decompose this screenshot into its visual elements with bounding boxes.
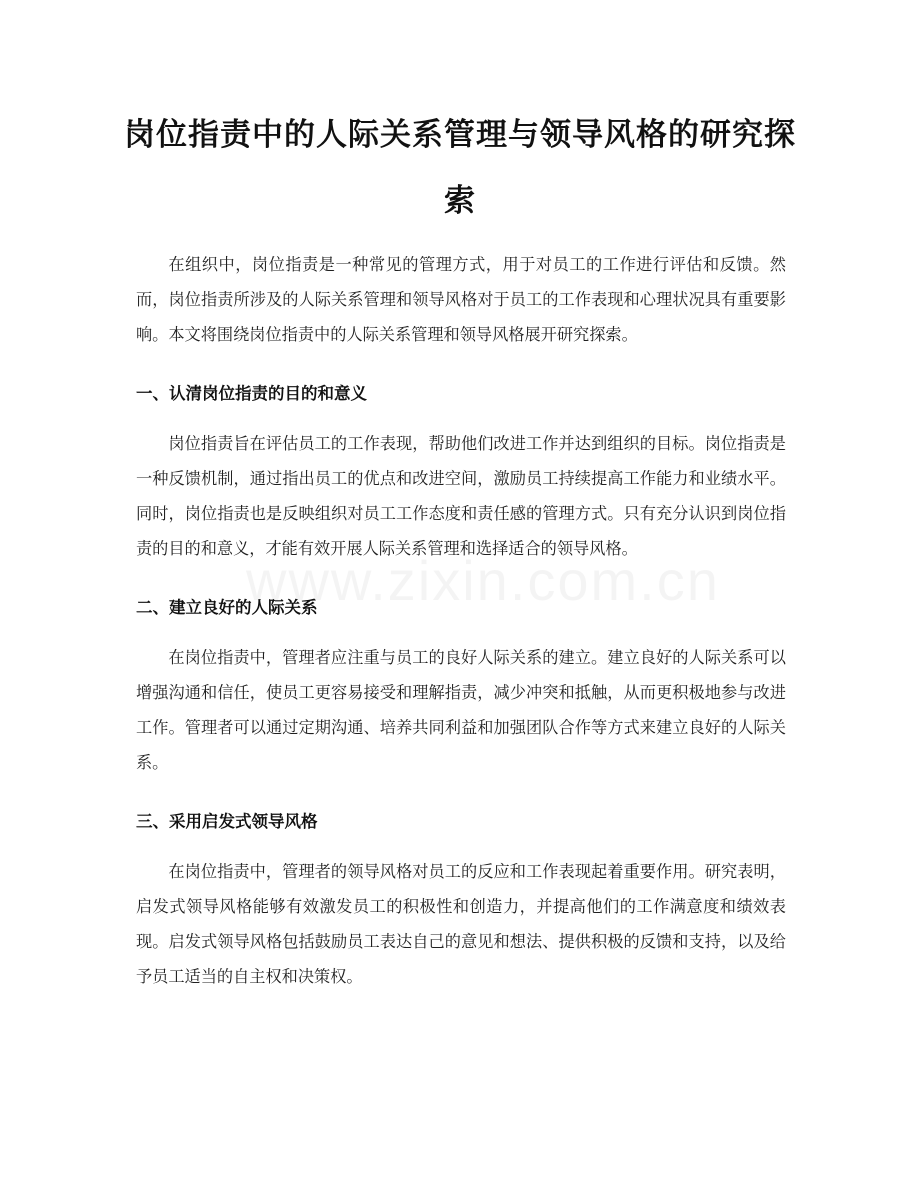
section-heading-1: 一、认清岗位指责的目的和意义 — [136, 384, 367, 403]
section-paragraph-3: 在岗位指责中，管理者的领导风格对员工的反应和工作表现起着重要作用。研究表明，启发式领导风格能够有效激发员工的积极性和创造力，并提高他们的工作满意度和绩效表现。启发式领导风格包括鼓励员工表达自己的意见和想法、提供积极的反馈和支持，以及给予员工适当的自主权和决策权。 — [136, 862, 786, 986]
document-title: 岗位指责中的人际关系管理与领导风格的研究探索 — [124, 117, 796, 219]
section-heading-2: 二、建立良好的人际关系 — [136, 598, 318, 617]
document-body — [136, 247, 786, 994]
section-heading-3: 三、采用启发式领导风格 — [136, 812, 318, 831]
section-paragraph-2: 在岗位指责中，管理者应注重与员工的良好人际关系的建立。建立良好的人际关系可以增强沟通和信任，使员工更容易接受和理解指责，减少冲突和抵触，从而更积极地参与改进工作。管理者可以通过定期沟通、培养共同利益和加强团队合作等方式来建立良好的人际关系。 — [136, 648, 786, 772]
intro-paragraph: 在组织中，岗位指责是一种常见的管理方式，用于对员工的工作进行评估和反馈。然而，岗位指责所涉及的人际关系管理和领导风格对于员工的工作表现和心理状况具有重要影响。本文将围绕岗位指责中的人际关系管理和领导风格展开研究探索。 — [136, 255, 786, 344]
section-paragraph-1: 岗位指责旨在评估员工的工作表现，帮助他们改进工作并达到组织的目标。岗位指责是一种反馈机制，通过指出员工的优点和改进空间，激励员工持续提高工作能力和业绩水平。同时，岗位指责也是反映组织对员工工作态度和责任感的管理方式。只有充分认识到岗位指责的目的和意义，才能有效开展人际关系管理和选择适合的领导风格。 — [136, 434, 786, 558]
